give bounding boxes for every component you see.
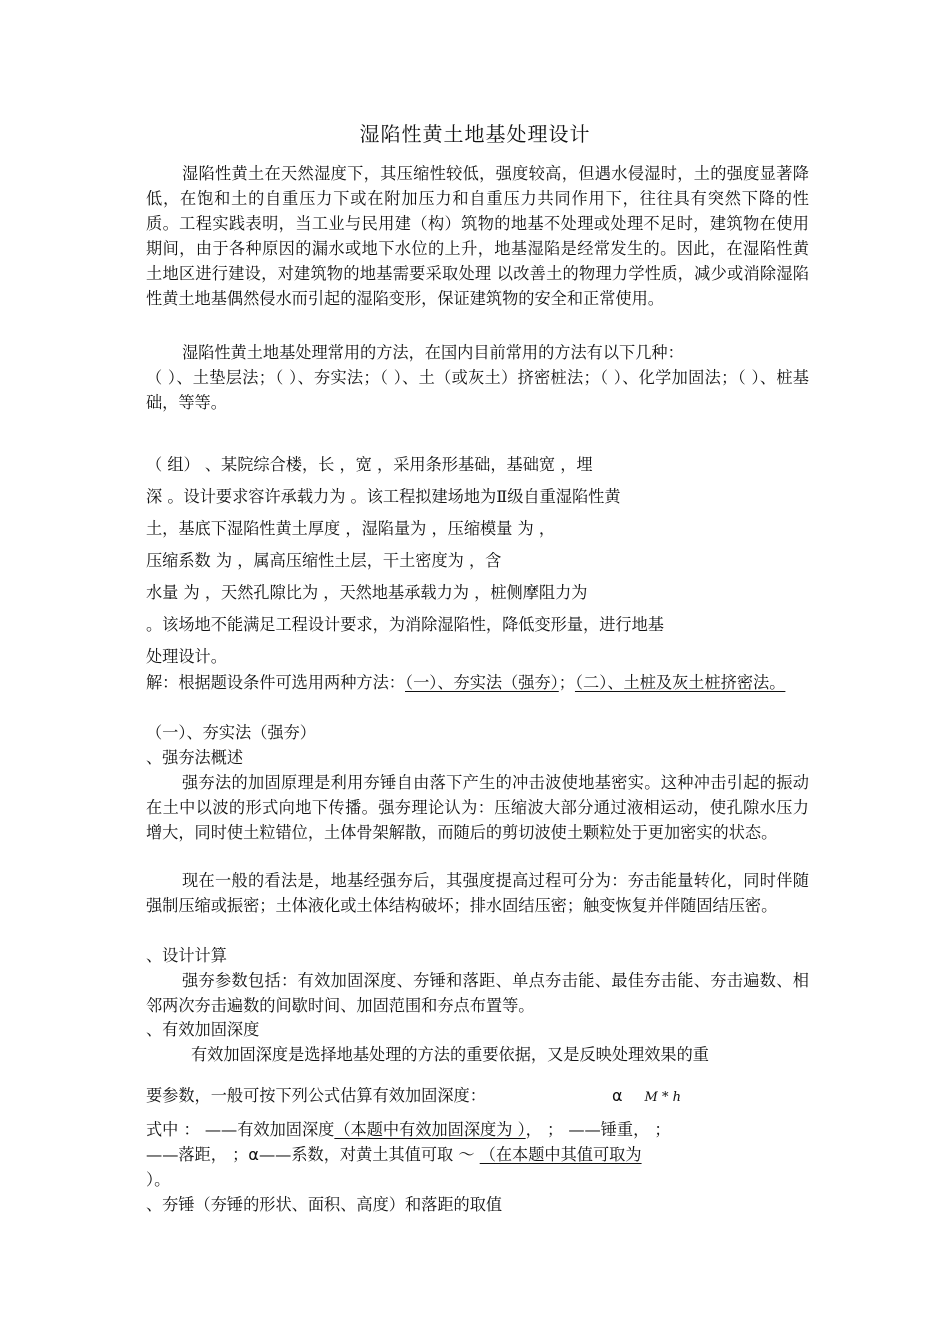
problem-line-6: 。该场地不能满足工程设计要求，为消除湿陷性，降低变形量，进行地基 — [146, 615, 664, 634]
section-heading-1-2-2: 、夯锤（夯锤的形状、面积、高度）和落距的取值 — [146, 1195, 503, 1214]
section-heading-1-1: 、强夯法概述 — [146, 748, 244, 767]
where-text-a: 式中 ： ——有效加固深度 — [146, 1120, 335, 1139]
problem-line-4: 压缩系数 为 ，属高压缩性土层，干土密度为 ，含 — [146, 551, 502, 570]
intro-paragraph-1: 湿陷性黄土在天然湿度下，其压缩性较低，强度较高，但遇水侵湿时，土的强度显著降低，在饱和土的自重压力下或在附加压力和自重压力共同作用下，往往具有突然下降的性质。工程实践表明，当工业与民用建（构）筑物的地基不处理或处理不足时，建筑物在使用期间，由于各种原因的漏水或地下水位的上升，地基湿陷是经常发生的。因此，在湿陷性黄土地区进行建设，对建筑物的地基需要采取处理 以改善土的物理力学性质，减少或消除湿陷性黄土地基偶然侵水而引起的湿陷变形，保证建筑物的安全和正常使用。 — [146, 164, 809, 308]
where-underline-2: （在本题中其值可取为 — [479, 1145, 642, 1164]
solution-lead: 解：根据题设条件可选用两种方法： — [146, 673, 405, 692]
where-text-d: ——系数，对黄土其值可取 ～ — [258, 1145, 480, 1164]
formula — [612, 1083, 681, 1110]
methods-list: （ ）、土垫层法；（ ）、夯实法；（ ）、土（或灰土）挤密桩法；（ ）、化学加固法；（ ）、桩基础，等等。 — [146, 368, 809, 412]
where-underline-1: （本题中有效加固深度为 ） — [334, 1120, 526, 1139]
where-text-b: ， ； ——锤重， ； — [525, 1120, 671, 1139]
view-paragraph: 现在一般的看法是，地基经强夯后，其强度提高过程可分为：夯击能量转化，同时伴随强制压缩或振密；土体液化或土体结构破坏；排水固结压密；触变恢复并伴随固结压密。 — [146, 871, 809, 915]
section-heading-1-2-1: 、有效加固深度 — [146, 1020, 260, 1039]
where-text-c: ——落距， ； — [146, 1145, 249, 1164]
params-paragraph: 强夯参数包括：有效加固深度、夯锤和落距、单点夯击能、最佳夯击能、夯击遍数、相邻两次夯击遍数的间歇时间、加固范围和夯点布置等。 — [146, 971, 809, 1015]
where-line-3 — [146, 1167, 809, 1192]
problem-line-1: （ 组） 、某院综合楼，长 ，宽 ，采用条形基础，基础宽 ，埋 — [146, 455, 593, 474]
alpha-symbol: α — [612, 1086, 623, 1105]
problem-line-7: 处理设计。 — [146, 647, 227, 666]
depth-paragraph-line-2 — [146, 1083, 809, 1108]
formula-expression: M * h — [644, 1090, 681, 1105]
page-title: 湿陷性黄土地基处理设计 — [359, 122, 591, 146]
solution-paragraph — [146, 670, 809, 695]
problem-line-5: 水量 为 ，天然孔隙比为 ，天然地基承载力为 ，桩侧摩阻力为 — [146, 583, 588, 602]
depth-paragraph-text: 要参数，一般可按下列公式估算有效加固深度： — [146, 1086, 486, 1105]
solution-separator: ； — [558, 673, 575, 692]
section-heading-1-2: 、设计计算 — [146, 946, 227, 965]
solution-method-2: （二）、土桩及灰土桩挤密法。 — [574, 673, 786, 692]
where-line-1 — [146, 1117, 809, 1142]
where-line-2 — [146, 1142, 809, 1167]
problem-line-3: 土，基底下湿陷性黄土厚度 ，湿陷量为 ，压缩模量 为 ， — [146, 519, 556, 538]
solution-method-1: （一）、夯实法（强夯） — [405, 673, 559, 692]
alpha-symbol-2: α — [248, 1145, 259, 1164]
principle-paragraph: 强夯法的加固原理是利用夯锤自由落下产生的冲击波使地基密实。这种冲击引起的振动在土中以波的形式向地下传播。强夯理论认为：压缩波大部分通过液相运动，使孔隙水压力增大，同时使土粒错位，土体骨架解散，而随后的剪切波使土颗粒处于更加密实的状态。 — [146, 773, 809, 842]
problem-line-2: 深 。设计要求容许承载力为 。该工程拟建场地为Ⅱ级自重湿陷性黄 — [146, 487, 621, 506]
where-text-e: ）。 — [146, 1170, 171, 1189]
intro-paragraph-2: 湿陷性黄土地基处理常用的方法，在国内目前常用的方法有以下几种： — [182, 343, 684, 362]
depth-paragraph-line-1: 有效加固深度是选择地基处理的方法的重要依据，又是反映处理效果的重 — [191, 1045, 709, 1064]
section-heading-1: （一）、夯实法（强夯） — [146, 723, 316, 742]
